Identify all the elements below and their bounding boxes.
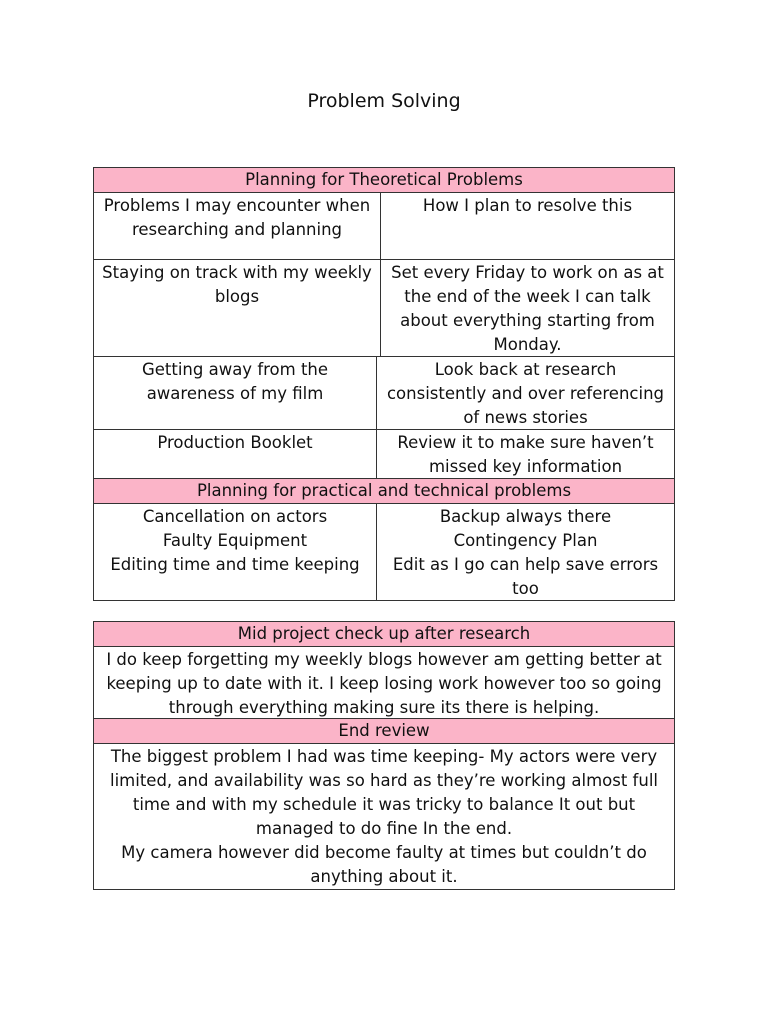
text-line: I do keep forgetting my weekly blogs however am getting better at xyxy=(106,650,662,669)
text-line: researching and planning xyxy=(131,220,343,239)
text-line: Problems I may encounter when xyxy=(103,196,371,215)
text-line: through everything making sure its there is helping. xyxy=(168,698,600,717)
mid-project-text xyxy=(94,647,674,719)
table-row xyxy=(94,357,674,430)
solution-cell xyxy=(381,260,674,356)
column-header-row xyxy=(94,193,674,260)
text-line: Monday. xyxy=(493,335,562,354)
text-line: Look back at research xyxy=(434,360,617,379)
text-line: limited, and availability was so hard as they’re working almost full xyxy=(110,771,658,790)
text-line: anything about it. xyxy=(310,867,458,886)
text-line: managed to do fine In the end. xyxy=(255,819,513,838)
text-line: about everything starting from xyxy=(400,311,655,330)
text-line: Backup always there xyxy=(439,507,612,526)
planning-table xyxy=(93,167,675,601)
solution-cell xyxy=(377,504,674,600)
text-line: the end of the week I can talk xyxy=(404,287,651,306)
table-row xyxy=(94,260,674,357)
text-line: Edit as I go can help save errors xyxy=(392,555,659,574)
text-line: Set every Friday to work on as at xyxy=(391,263,664,282)
text-line: Production Booklet xyxy=(157,433,313,452)
column-header-resolution xyxy=(381,193,674,259)
text-line: missed key information xyxy=(428,457,623,476)
text-line: My camera however did become faulty at times but couldn’t do xyxy=(121,843,647,862)
column-header-problems xyxy=(94,193,381,259)
text-line: Contingency Plan xyxy=(453,531,598,550)
problem-cell xyxy=(94,504,377,600)
review-table xyxy=(93,621,675,890)
text-line: The biggest problem I had was time keeping- My actors were very xyxy=(110,747,658,766)
text-line: Faulty Equipment xyxy=(162,531,308,550)
text-line: awareness of my film xyxy=(146,384,324,403)
text-line: too xyxy=(512,579,539,598)
problem-cell xyxy=(94,430,377,478)
end-review-text xyxy=(94,744,674,889)
text-line: Review it to make sure haven’t xyxy=(397,433,654,452)
text-line: Cancellation on actors xyxy=(142,507,328,526)
table-row xyxy=(94,430,674,479)
text-line: consistently and over referencing xyxy=(386,384,665,403)
text-line: Editing time and time keeping xyxy=(110,555,360,574)
practical-header: Planning for practical and technical problems xyxy=(94,479,674,504)
text-line: of news stories xyxy=(463,408,588,427)
text-line: time and with my schedule it was tricky to balance It out but xyxy=(132,795,636,814)
text-line: blogs xyxy=(214,287,260,306)
text-line: keeping up to date with it. I keep losing work however too so going xyxy=(106,674,662,693)
mid-project-header: Mid project check up after research xyxy=(94,622,674,647)
end-review-header: End review xyxy=(94,719,674,744)
solution-cell xyxy=(377,430,674,478)
text-line: Getting away from the xyxy=(141,360,329,379)
text-line: How I plan to resolve this xyxy=(422,196,633,215)
theoretical-header: Planning for Theoretical Problems xyxy=(94,168,674,193)
table-row xyxy=(94,504,674,600)
text-line: Staying on track with my weekly xyxy=(102,263,372,282)
page-title: Problem Solving xyxy=(307,90,461,112)
problem-cell xyxy=(94,357,377,429)
solution-cell xyxy=(377,357,674,429)
problem-cell xyxy=(94,260,381,356)
